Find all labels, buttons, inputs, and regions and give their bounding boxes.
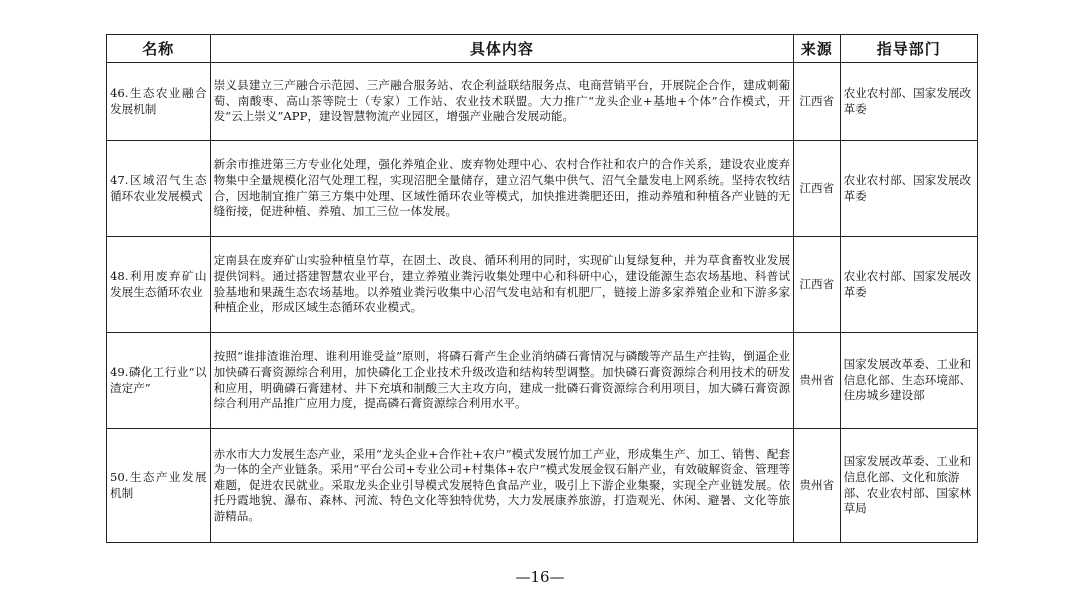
row-content: 按照“谁排渣谁治理、谁利用谁受益”原则，将磷石膏产生企业消纳磷石膏情况与磷酸等产品生产挂钩，倒逼企业加快磷石膏资源综合利用，加快磷化工企业技术升级改造和结构转型调整。加快磷石膏资源综合利用技术的研发和应用，明确磷石膏建材、井下充填和制酸三大主攻方向，建成一批磷石膏资源综合利用项目，加大磷石膏资源综合利用产品推广应用力度，提高磷石膏资源综合利用水平。 xyxy=(210,333,793,429)
row-source: 江西省 xyxy=(794,237,841,333)
row-dept: 农业农村部、国家发展改革委 xyxy=(840,63,977,141)
policy-table xyxy=(106,34,978,543)
table-row xyxy=(107,237,978,333)
header-content: 具体内容 xyxy=(210,35,793,63)
table-header-row xyxy=(107,35,978,63)
table-row xyxy=(107,333,978,429)
row-source: 贵州省 xyxy=(794,333,841,429)
row-dept: 国家发展改革委、工业和信息化部、文化和旅游部、农业农村部、国家林草局 xyxy=(840,429,977,543)
row-content: 崇义县建立三产融合示范园、三产融合服务站、农企利益联结服务点、电商营销平台，开展院企合作，建成刺葡萄、南酸枣、高山茶等院士（专家）工作站、农业技术联盟。大力推广“龙头企业+基地+个体”合作模式，开发“云上崇义”APP，建设智慧物流产业园区，增强产业融合发展动能。 xyxy=(210,63,793,141)
row-name: 48.利用废弃矿山发展生态循环农业 xyxy=(107,237,211,333)
row-name: 50.生态产业发展机制 xyxy=(107,429,211,543)
row-source: 江西省 xyxy=(794,141,841,237)
row-content: 定南县在废弃矿山实验种植皇竹草，在固土、改良、循环利用的同时，实现矿山复绿复种，并为草食畜牧业发展提供饲料。通过搭建智慧农业平台，建立养殖业粪污收集处理中心和科研中心，建设能源生态农场基地、科普试验基地和果蔬生态农场基地。以养殖业粪污收集中心沼气发电站和有机肥厂，链接上游多家养殖企业和下游多家种植企业，形成区域生态循环农业模式。 xyxy=(210,237,793,333)
table-row xyxy=(107,141,978,237)
row-name: 46.生态农业融合发展机制 xyxy=(107,63,211,141)
table-row xyxy=(107,63,978,141)
header-source: 来源 xyxy=(794,35,841,63)
header-dept: 指导部门 xyxy=(840,35,977,63)
row-name: 47.区域沼气生态循环农业发展模式 xyxy=(107,141,211,237)
row-dept: 国家发展改革委、工业和信息化部、生态环境部、住房城乡建设部 xyxy=(840,333,977,429)
page-number: —16— xyxy=(515,568,565,586)
row-dept: 农业农村部、国家发展改革委 xyxy=(840,141,977,237)
header-name: 名称 xyxy=(107,35,211,63)
row-source: 江西省 xyxy=(794,63,841,141)
row-name: 49.磷化工行业“以渣定产” xyxy=(107,333,211,429)
row-dept: 农业农村部、国家发展改革委 xyxy=(840,237,977,333)
row-content: 新余市推进第三方专业化处理，强化养殖企业、废弃物处理中心、农村合作社和农户的合作关系，建设农业废弃物集中全量规模化沼气处理工程，实现沼肥全量储存，建立沼气集中供气、沼气全量发电上网系统。坚持农牧结合，因地制宜推广第三方集中处理、区域性循环农业等模式，加快推进粪肥还田，推动养殖和种植各产业链的无缝衔接，促进种植、养殖、加工三位一体发展。 xyxy=(210,141,793,237)
row-source: 贵州省 xyxy=(794,429,841,543)
row-content: 赤水市大力发展生态产业，采用“龙头企业+合作社+农户”模式发展竹加工产业，形成集生产、加工、销售、配套为一体的全产业链条。采用“平台公司+专业公司+村集体+农户”模式发展金钗石斛产业，有效破解资金、管理等难题，促进农民就业。采取龙头企业引导模式发展特色食品产业，吸引上下游企业集聚，实现全产业链发展。依托丹霞地貌、瀑布、森林、河流、特色文化等独特优势，大力发展康养旅游，打造观光、休闲、避暑、文化等旅游精品。 xyxy=(210,429,793,543)
table-row xyxy=(107,429,978,543)
